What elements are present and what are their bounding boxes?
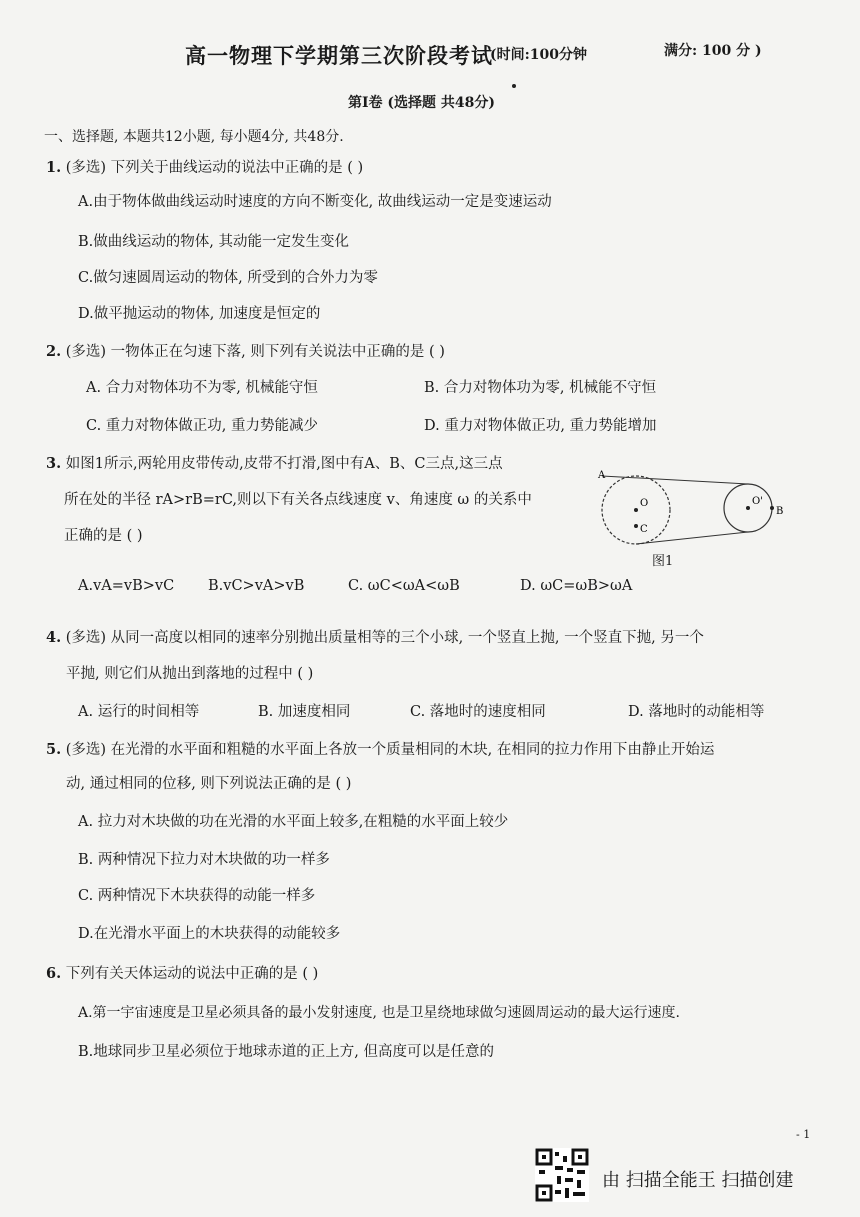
ink-dot bbox=[512, 84, 516, 88]
q4-option-c: C. 落地时的速度相同 bbox=[410, 704, 546, 720]
q2-option-a: A. 合力对物体功不为零, 机械能守恒 bbox=[86, 380, 318, 396]
question-5 bbox=[46, 738, 714, 759]
question-number: 5. bbox=[46, 741, 62, 758]
q5-option-c: C. 两种情况下木块获得的动能一样多 bbox=[78, 888, 316, 904]
pulley-figure bbox=[596, 468, 786, 568]
center-o-prime bbox=[746, 506, 750, 510]
q6-option-b: B.地球同步卫星必须位于地球赤道的正上方, 但高度可以是任意的 bbox=[78, 1044, 494, 1060]
page-number: - 1 bbox=[796, 1128, 811, 1141]
belt-bottom bbox=[636, 532, 748, 544]
q6-option-a: A.第一宇宙速度是卫星必须具备的最小发射速度, 也是卫星绕地球做匀速圆周运动的最大运行速度. bbox=[78, 1005, 680, 1021]
question-stem-line: 所在处的半径 rA>rB=rC,则以下有关各点线速度 v、角速度 ω 的关系中 bbox=[64, 492, 532, 508]
question-stem-line: 正确的是 ( ) bbox=[64, 528, 143, 544]
q4-option-b: B. 加速度相同 bbox=[258, 704, 351, 720]
figure-letter: O' bbox=[752, 496, 763, 507]
figure-letter: B bbox=[776, 506, 784, 517]
point-b bbox=[770, 506, 774, 510]
q2-option-c: C. 重力对物体做正功, 重力势能减少 bbox=[86, 418, 319, 434]
question-number: 2. bbox=[46, 343, 62, 360]
q3-option-b: B.vC>vA>vB bbox=[208, 578, 305, 594]
question-6 bbox=[46, 962, 318, 983]
q1-option-b: B.做曲线运动的物体, 其动能一定发生变化 bbox=[78, 234, 349, 250]
scanner-watermark: 由 扫描全能王 扫描创建 bbox=[602, 1170, 794, 1191]
instruction: 一、选择题, 本题共12小题, 每小题4分, 共48分. bbox=[44, 129, 344, 145]
figure-letter: C bbox=[640, 524, 648, 535]
q4-option-a: A. 运行的时间相等 bbox=[78, 704, 200, 720]
question-number: 3. bbox=[46, 455, 62, 472]
question-stem: 下列有关天体运动的说法中正确的是 ( ) bbox=[65, 966, 319, 982]
question-stem-line: 动, 通过相同的位移, 则下列说法正确的是 ( ) bbox=[66, 776, 352, 792]
question-stem: (多选) 下列关于曲线运动的说法中正确的是 ( ) bbox=[65, 160, 364, 176]
q3-option-c: C. ωC<ωA<ωB bbox=[348, 578, 460, 594]
q3-option-a: A.vA=vB>vC bbox=[78, 578, 175, 594]
center-o bbox=[634, 508, 638, 512]
figure-label: 图1 bbox=[652, 554, 674, 569]
q1-option-c: C.做匀速圆周运动的物体, 所受到的合外力为零 bbox=[78, 270, 378, 286]
q5-option-b: B. 两种情况下拉力对木块做的功一样多 bbox=[78, 852, 330, 868]
q1-option-a: A.由于物体做曲线运动时速度的方向不断变化, 故曲线运动一定是变速运动 bbox=[78, 194, 552, 210]
point-c bbox=[634, 524, 638, 528]
question-stem: (多选) 一物体正在匀速下落, 则下列有关说法中正确的是 ( ) bbox=[65, 344, 445, 360]
question-1 bbox=[46, 156, 363, 177]
question-stem-line: 如图1所示,两轮用皮带传动,皮带不打滑,图中有A、B、C三点,这三点 bbox=[65, 456, 503, 472]
exam-title: 高一物理下学期第三次阶段考试 bbox=[185, 43, 493, 68]
q5-option-d: D.在光滑水平面上的木块获得的动能较多 bbox=[78, 926, 341, 942]
figure-letter: O bbox=[640, 498, 649, 509]
question-stem-line: 平抛, 则它们从抛出到落地的过程中 ( ) bbox=[66, 666, 314, 682]
question-2 bbox=[46, 340, 445, 361]
question-number: 4. bbox=[46, 629, 62, 646]
belt-top bbox=[602, 476, 748, 484]
q2-option-b: B. 合力对物体功为零, 机械能不守恒 bbox=[424, 380, 657, 396]
exam-score: 满分: 100 分 ) bbox=[664, 43, 762, 59]
q3-option-d: D. ωC=ωB>ωA bbox=[520, 578, 633, 594]
exam-time: (时间:100分钟 bbox=[490, 47, 588, 63]
figure-letter: A bbox=[598, 470, 606, 481]
question-number: 1. bbox=[46, 159, 62, 176]
q5-option-a: A. 拉力对木块做的功在光滑的水平面上较多,在粗糙的水平面上较少 bbox=[78, 814, 509, 830]
question-stem-line: (多选) 在光滑的水平面和粗糙的水平面上各放一个质量相同的木块, 在相同的拉力作用下由静止开始运 bbox=[65, 742, 715, 758]
qr-code-icon bbox=[535, 1148, 589, 1202]
question-4 bbox=[46, 626, 704, 647]
q4-option-d: D. 落地时的动能相等 bbox=[628, 704, 765, 720]
belt-drive-diagram bbox=[596, 468, 786, 568]
q2-option-d: D. 重力对物体做正功, 重力势能增加 bbox=[424, 418, 657, 434]
question-number: 6. bbox=[46, 965, 62, 982]
section-title: 第Ⅰ卷 (选择题 共48分) bbox=[348, 95, 496, 111]
question-stem-line: (多选) 从同一高度以相同的速率分别抛出质量相等的三个小球, 一个竖直上抛, 一个竖直下抛, 另一个 bbox=[65, 630, 704, 646]
q1-option-d: D.做平抛运动的物体, 加速度是恒定的 bbox=[78, 306, 321, 322]
question-3 bbox=[46, 452, 503, 473]
